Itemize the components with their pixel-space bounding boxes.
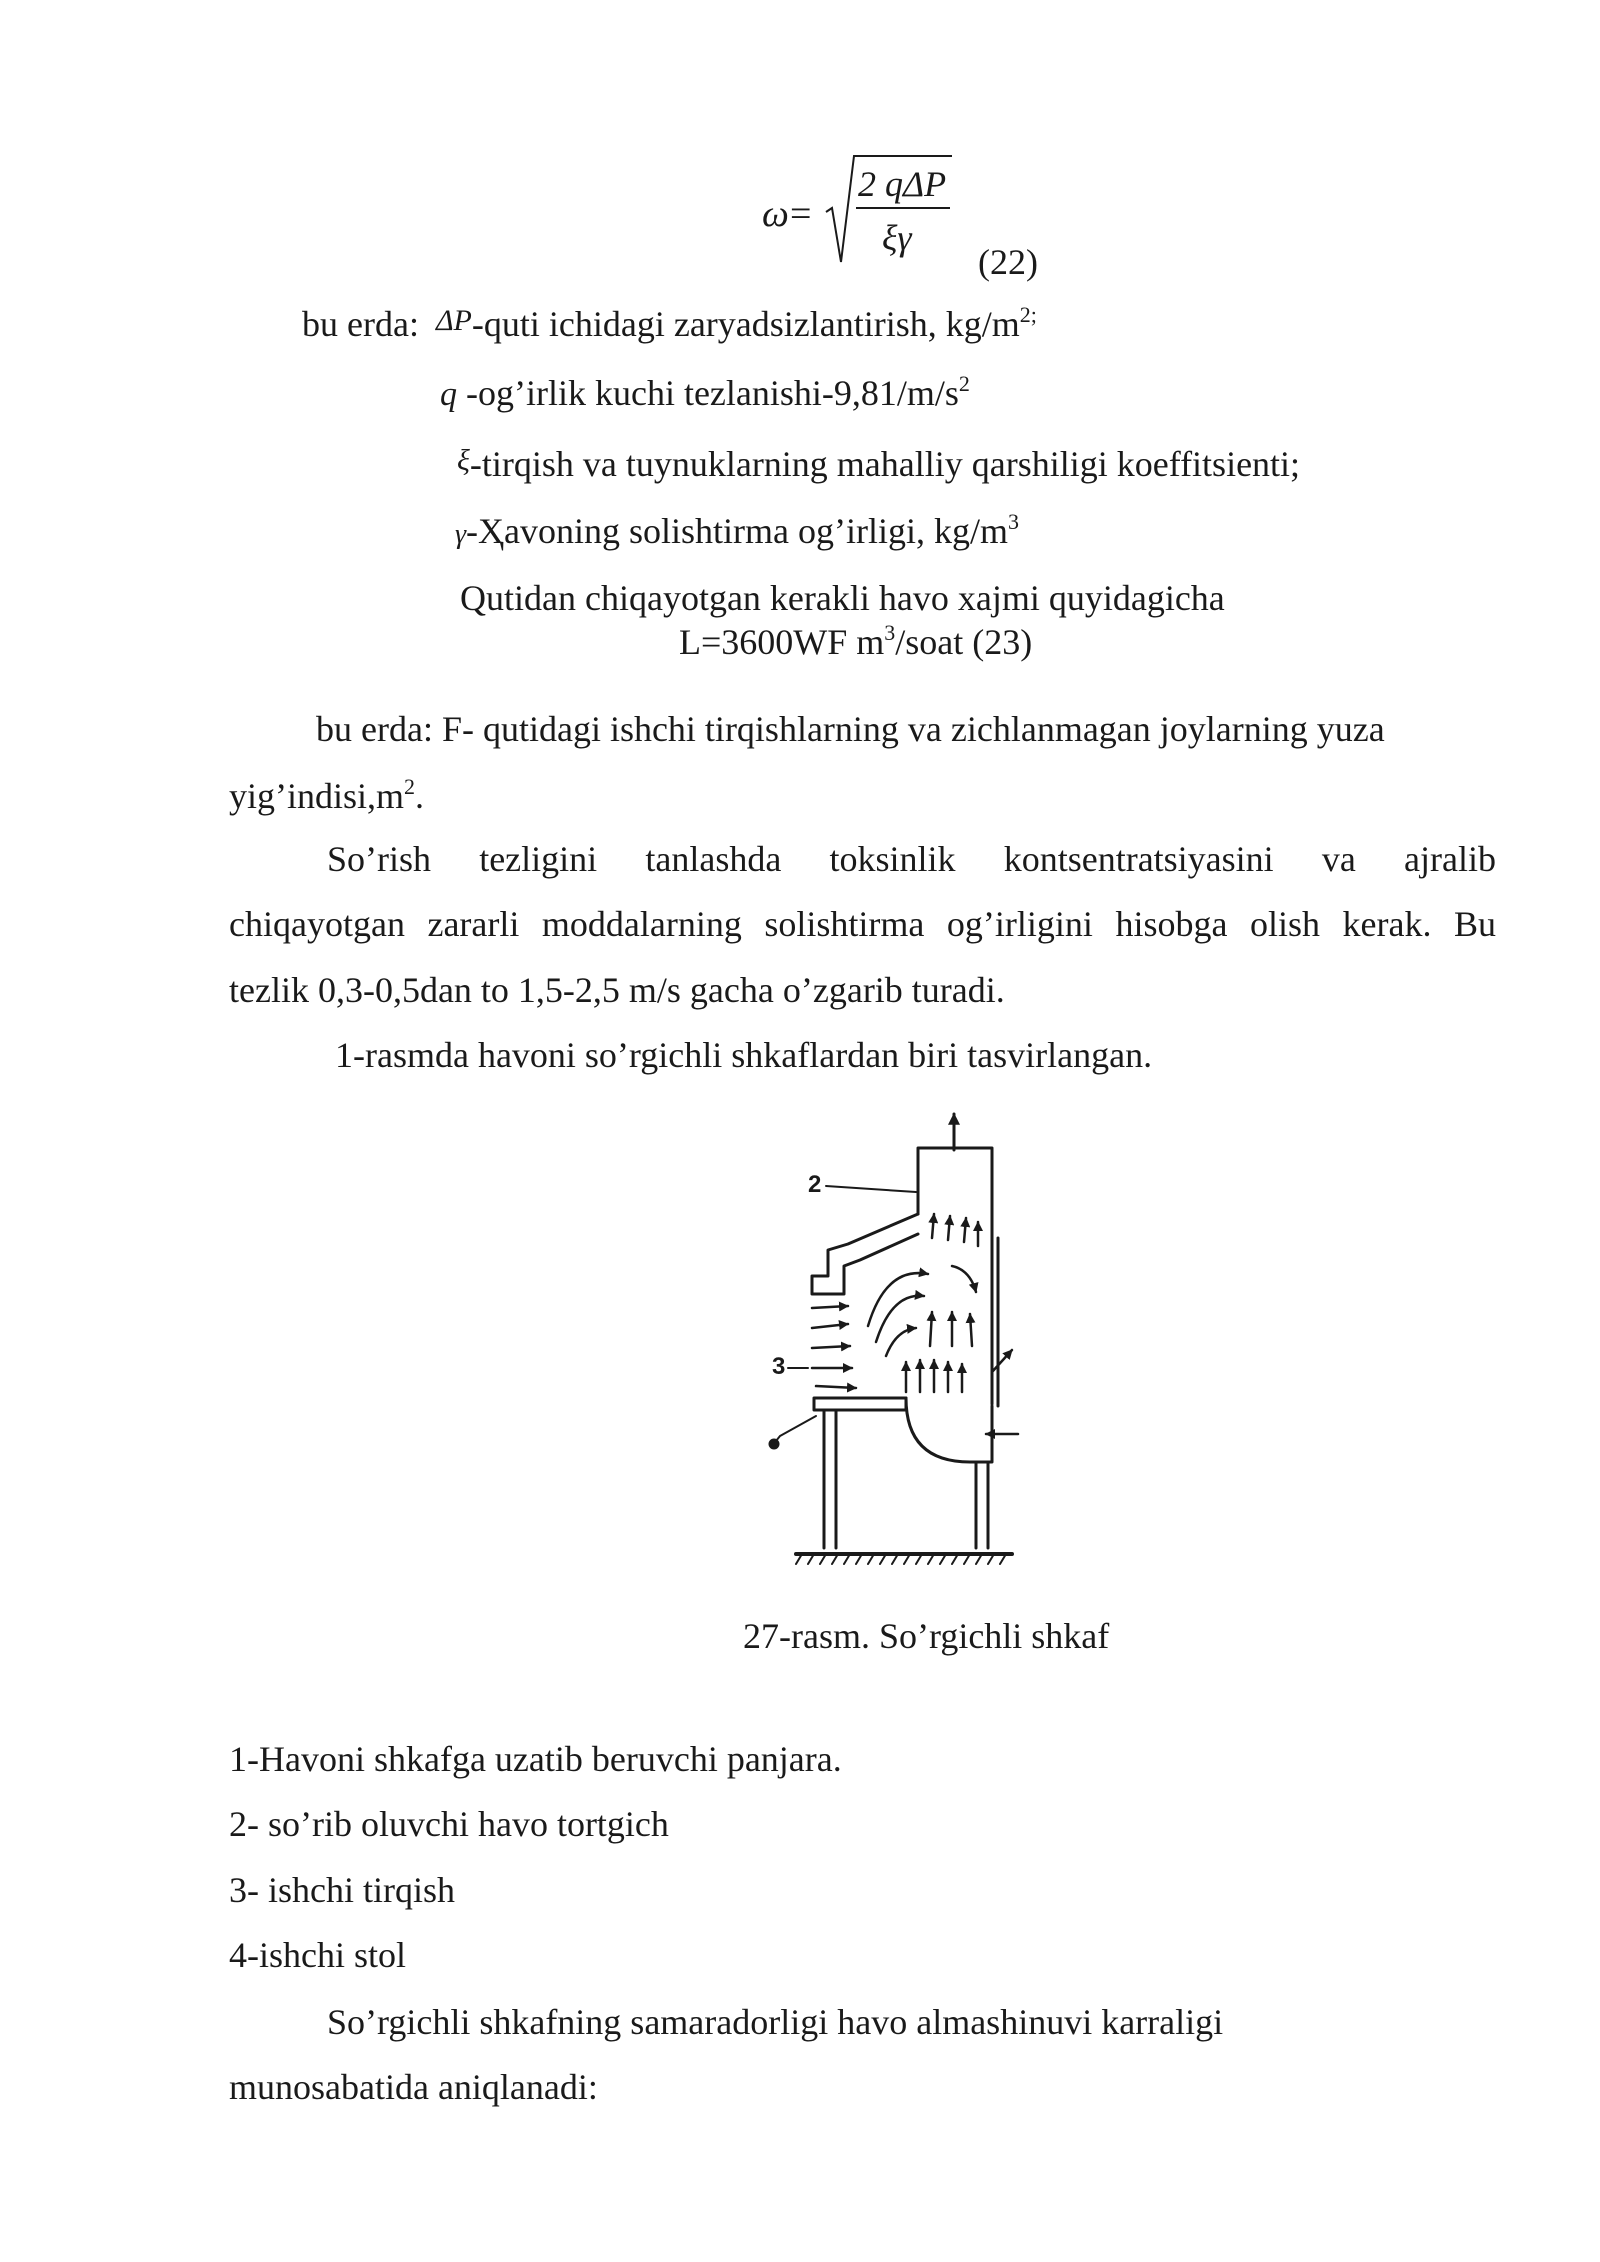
- symbol-q: q: [440, 376, 457, 413]
- conclusion-line-1: So’rgichli shkafning samaradorligi havo almashinuvi karraligi: [327, 2002, 1224, 2042]
- term-delta-p-sup: 2;: [1019, 302, 1037, 327]
- formula-equals: =: [790, 193, 812, 235]
- paragraph-f-line-1: bu erda: F- qutidagi ishchi tirqishlarning va zichlanmagan joylarning yuza: [316, 709, 1385, 749]
- term-xi-text: -tirqish va tuynuklarning mahalliy qarshiligi koeffitsienti;: [469, 444, 1301, 484]
- figure-caption: 27-rasm. So’rgichli shkaf: [743, 1616, 1110, 1656]
- figure-intro: 1-rasmda havoni so’rgichli shkaflardan biri tasvirlangan.: [335, 1035, 1153, 1075]
- paragraph-speed-line-1: So’rish tezligini tanlashda toksinlik kontsentratsiyasini va ajralib: [327, 839, 1496, 879]
- term-delta-p-text: -quti ichidagi zaryadsizlantirish, kg/m: [471, 304, 1020, 344]
- label-4-marker: [770, 1440, 778, 1448]
- formula-numerator: 2 qΔP: [858, 164, 947, 204]
- formula-23-sup: 3: [884, 620, 896, 645]
- formula-denominator: ξγ: [882, 218, 912, 258]
- label-2-leader: [826, 1186, 916, 1192]
- formula-23-main: L=3600WF m: [679, 622, 885, 662]
- table-leg-left: [824, 1410, 836, 1548]
- paragraph-f-line-2-end: .: [415, 776, 425, 816]
- upflow-arrows: [906, 1214, 978, 1392]
- inflow-arrows: [812, 1306, 856, 1388]
- fume-hood-figure: [756, 1106, 1036, 1580]
- legend-item-1: 1-Havoni shkafga uzatib beruvchi panjara.: [229, 1739, 842, 1779]
- paragraph-f-line-2: [229, 774, 425, 816]
- where-line-xi: [457, 446, 1300, 482]
- right-slot-arrow: [992, 1350, 1012, 1372]
- where-intro: bu erda:: [302, 304, 419, 344]
- symbol-xi: ξ: [457, 444, 470, 477]
- figure-label-3: 3: [772, 1353, 786, 1380]
- figure-label-2: 2: [808, 1171, 822, 1198]
- term-q-text: -og’irlik kuchi tezlanishi-9,81/m/s: [466, 373, 959, 413]
- where-line-gamma: [455, 509, 1019, 551]
- formula-23: [679, 620, 1033, 662]
- where-line-q: [440, 371, 970, 413]
- conclusion-line-2: munosabatida aniqlanadi:: [229, 2067, 598, 2107]
- lower-chamber: [906, 1398, 992, 1462]
- hood-top: [812, 1214, 918, 1294]
- hood-right-wall: [992, 1236, 998, 1406]
- volume-line: Qutidan chiqayotgan kerakli havo xajmi quyidagicha: [460, 578, 1225, 618]
- exhaust-duct: [918, 1148, 992, 1236]
- formula-22-number: (22): [978, 242, 1038, 282]
- paragraph-speed-line-3: tezlik 0,3-0,5dan to 1,5-2,5 m/s gacha o’zgarib turadi.: [229, 970, 1005, 1010]
- swirl-arrows: [868, 1266, 976, 1356]
- formula-lhs: ω: [762, 193, 789, 235]
- formula-23-tail: /soat (23): [895, 622, 1033, 662]
- paragraph-f-line-2-text: yig’indisi,m: [229, 776, 405, 816]
- legend-item-4: 4-ishchi stol: [229, 1935, 406, 1975]
- table-leg-right: [976, 1462, 988, 1548]
- work-table: [814, 1398, 906, 1410]
- symbol-delta-p: ΔP: [435, 304, 472, 337]
- formula-22: [756, 150, 956, 280]
- term-gamma-sup: 3: [1008, 509, 1019, 534]
- term-gamma-text: -Ҳavoning solishtirma og’irligi, kg/m: [466, 511, 1008, 551]
- paragraph-f-line-2-sup: 2: [404, 774, 416, 799]
- legend-item-2: 2- so’rib oluvchi havo tortgich: [229, 1804, 669, 1844]
- where-line-delta-p: [302, 302, 1037, 344]
- symbol-gamma: γ: [455, 519, 467, 550]
- term-q-sup: 2: [958, 371, 970, 396]
- legend-item-3: 3- ishchi tirqish: [229, 1870, 455, 1910]
- paragraph-speed-line-2: chiqayotgan zararli moddalarning solishtirma og’irligini hisobga olish kerak. Bu: [229, 904, 1496, 944]
